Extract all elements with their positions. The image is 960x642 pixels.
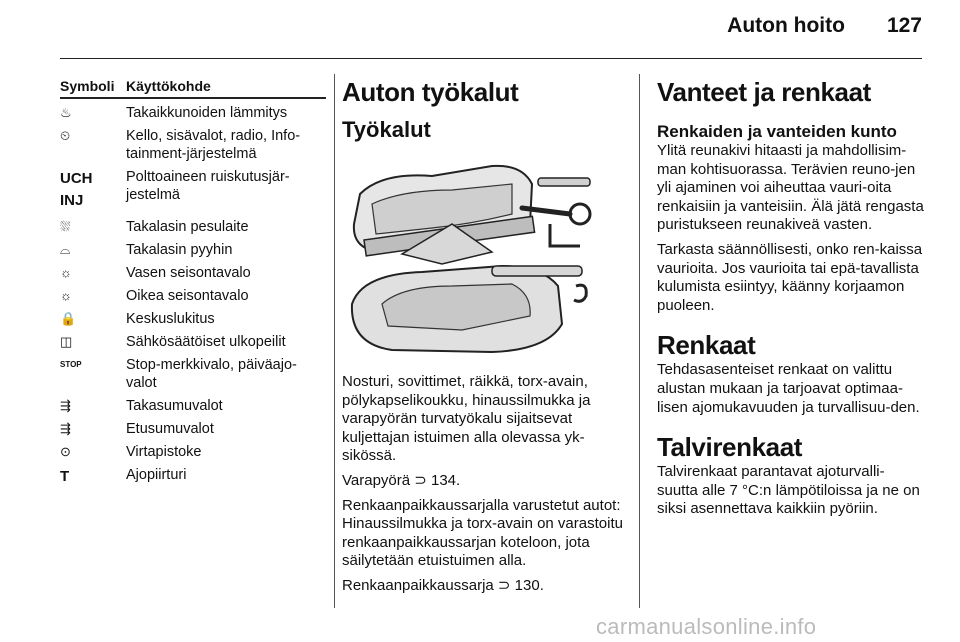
wheels-column [657, 76, 925, 519]
right-parking-light-icon: ☼ [60, 288, 72, 303]
clock-lamp-icon: ⏲ [60, 128, 71, 143]
tools-column [342, 76, 624, 596]
use-text: Keskuslukitus [126, 311, 215, 327]
table-row [60, 310, 326, 328]
table-rows [60, 104, 326, 488]
paragraph: Talvirenkaat parantavat ajoturvalli-suutta alle 7 °C:n lämpötiloissa ja ne on siksi asennettava kaikkiin pyöriin. [657, 463, 920, 518]
column-divider [639, 74, 640, 608]
use-text: Sähkösäätöiset ulkopeilit [126, 334, 286, 350]
table-row [60, 356, 326, 392]
symbol-header: Symboli [60, 78, 115, 94]
table-row [60, 104, 326, 122]
rear-defrost-icon: ♨ [60, 105, 72, 120]
use-text: Takaikkunoiden lämmitys [126, 105, 288, 121]
table-row [60, 443, 326, 461]
use-text: Ajopiirturi [126, 467, 187, 483]
use-text: Polttoaineen ruiskutusjär-jestelmä [126, 169, 290, 203]
section-title: Talvirenkaat [657, 432, 803, 463]
use-text: Kello, sisävalot, radio, Info-tainment-järjestelmä [126, 128, 301, 162]
front-fog-icon: ⇶ [60, 421, 71, 436]
use-text: Takalasin pyyhin [126, 242, 233, 258]
central-lock-icon: 🔒 [60, 311, 77, 326]
use-text: Stop-merkkivalo, päiväajo-valot [126, 357, 297, 391]
table-row [60, 241, 326, 259]
rear-washer-icon: ⛆ [60, 219, 71, 234]
use-text: Virtapistoke [126, 444, 202, 460]
page-number: 127 [886, 14, 922, 37]
mirror-icon: ◫ [60, 334, 73, 349]
table-row [60, 466, 326, 488]
spare-wheel-ref: Varapyörä ⊃ 134. [342, 471, 461, 489]
fuse-symbol-table [60, 78, 326, 488]
use-text: Takasumuvalot [126, 398, 223, 414]
table-row [60, 333, 326, 351]
watermark: carmanualsonline.info [596, 614, 817, 639]
header-title: Auton hoito [727, 14, 845, 37]
use-text: Etusumuvalot [126, 421, 214, 437]
section-title: Auton työkalut [342, 77, 519, 107]
page-header [727, 14, 922, 38]
table-row [60, 397, 326, 415]
symbol-text: UCH INJ [60, 170, 93, 209]
rear-wiper-icon: ⌓ [60, 242, 71, 257]
paragraph: Tarkasta säännöllisesti, onko ren-kaissa vaurioita. Jos vaurioita tai epä-tavallista kulumista esiintyy, käänny korjaamon puoleen. [657, 240, 923, 314]
header-rule [60, 58, 922, 59]
table-row [60, 287, 326, 305]
section-title: Vanteet ja renkaat [657, 77, 871, 107]
section-title: Renkaat [657, 330, 756, 361]
use-text: Vasen seisontavalo [126, 265, 251, 281]
subsection-title: Renkaiden ja vanteiden kunto [657, 122, 897, 141]
table-row [60, 127, 326, 163]
symbol-text: T [60, 468, 70, 485]
repair-kit-paragraph: Renkaanpaikkaussarjalla varustetut autot: Hinaussilmukka ja torx-avain on varastoitu renkaanpaikkaussarjan koteloon, jota säilytetään etuistuimen alla. [342, 496, 623, 570]
table-header [60, 78, 326, 99]
use-header: Käyttökohde [126, 78, 211, 94]
symbol-text: STOP [60, 360, 82, 369]
use-text: Oikea seisontavalo [126, 288, 249, 304]
rear-fog-icon: ⇶ [60, 398, 71, 413]
paragraph: Tehdasasenteiset renkaat on valittu alustan mukaan ja tarjoavat optimaa-lisen ajomukavuuden ja turvallisuu-den. [657, 361, 920, 416]
column-divider [334, 74, 335, 608]
subsection-title: Työkalut [342, 117, 431, 142]
table-row [60, 218, 326, 236]
table-row [60, 264, 326, 282]
tools-illustration [342, 154, 608, 362]
power-socket-icon: ⊙ [60, 444, 71, 459]
table-row [60, 168, 326, 212]
use-text: Takalasin pesulaite [126, 219, 249, 235]
tools-paragraph: Nosturi, sovittimet, räikkä, torx-avain, pölykapselikoukku, hinaussilmukka ja varapyörän turvatyökalu sijaitsevat kuljettajan istuimen alla olevassa yk-sikössä. [342, 373, 591, 465]
repair-kit-ref: Renkaanpaikkaussarja ⊃ 130. [342, 576, 544, 594]
table-row [60, 420, 326, 438]
paragraph: Ylitä reunakivi hitaasti ja mahdollisim-man kohtisuorassa. Terävien reuno-jen yli ajaminen voi aiheuttaa vauri-oita renkaisiin ja vanteisiin. Älä jätä rengasta puristukseen reunakiveä vasten. [657, 142, 924, 234]
left-parking-light-icon: ☼ [60, 265, 72, 280]
